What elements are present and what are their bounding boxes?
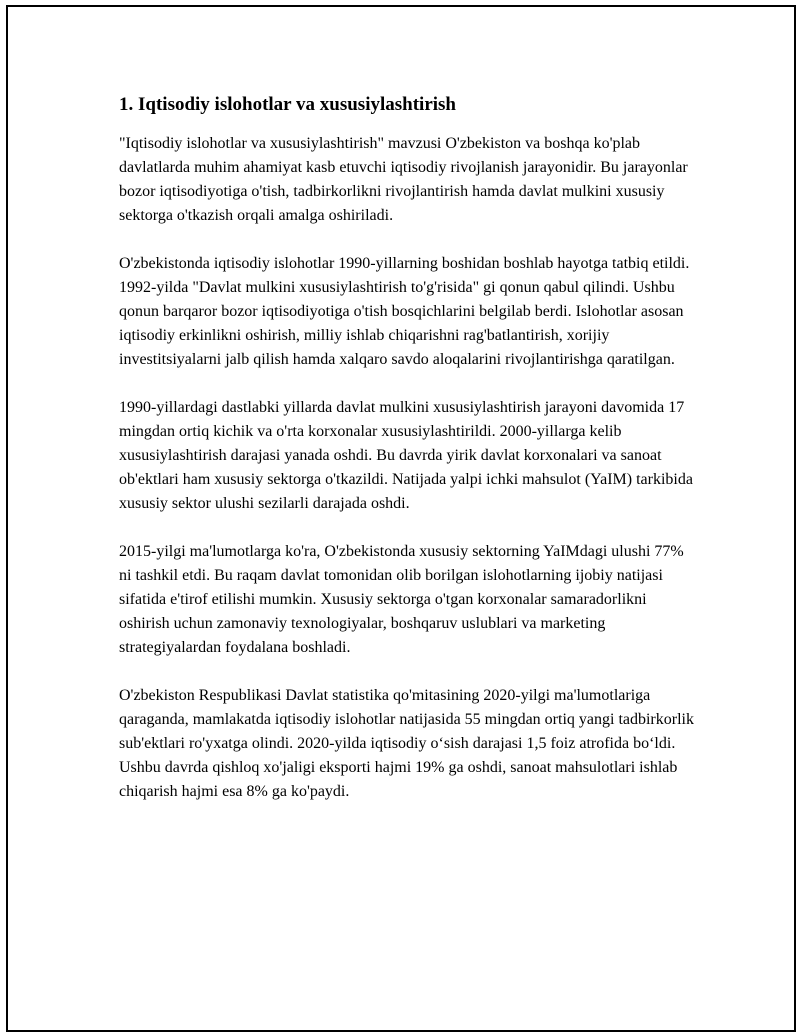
paragraph-reforms-1990s: O'zbekistonda iqtisodiy islohotlar 1990-yillarning boshidan boshlab hayotga tatbiq etildi. 1992-yilda "Davlat mulkini xususiylashtirish to'g'risida" gi qonun qabul qilindi. Ushbu qonun barqaror bozor iqtisodiyotiga o'tish bosqichlarini belgilab berdi. Islohotlar asosan iqtisodiy erkinlikni oshirish, milliy ishlab chiqarishni rag'batlantirish, xorijiy investitsiyalarni jalb qilish hamda xalqaro savdo aloqalarini rivojlantirishga qaratilgan. xyxy=(119,255,690,368)
paragraph-2020-statistics: O'zbekiston Respublikasi Davlat statistika qo'mitasining 2020-yilgi ma'lumotlariga qaraganda, mamlakatda iqtisodiy islohotlar natijasida 55 mingdan ortiq yangi tadbirkorlik sub'ektlari ro'yxatga olindi. 2020-yilda iqtisodiy o‘sish darajasi 1,5 foiz atrofida bo‘ldi. Ushbu davrda qishloq xo'jaligi eksporti hajmi 19% ga oshdi, sanoat mahsulotlari ishlab chiqarish hajmi esa 8% ga ko'paydi. xyxy=(119,687,694,800)
document-body xyxy=(119,92,699,804)
section-heading: 1. Iqtisodiy islohotlar va xususiylashtirish xyxy=(119,94,456,115)
document-page xyxy=(6,5,796,1032)
paragraph-2015-data: 2015-yilgi ma'lumotlarga ko'ra, O'zbekistonda xususiy sektorning YaIMdagi ulushi 77% ni tashkil etdi. Bu raqam davlat tomonidan olib borilgan islohotlarning ijobiy natijasi sifatida e'tirof etilishi mumkin. Xususiy sektorga o'tgan korxonalar samaradorlikni oshirish uchun zamonaviy texnologiyalar, boshqaruv uslublari va marketing strategiyalardan foydalana boshladi. xyxy=(119,543,684,656)
paragraph-intro: "Iqtisodiy islohotlar va xususiylashtirish" mavzusi O'zbekiston va boshqa ko'plab davlatlarda muhim ahamiyat kasb etuvchi iqtisodiy rivojlanish jarayonidir. Bu jarayonlar bozor iqtisodiyotiga o'tish, tadbirkorlikni rivojlantirish hamda davlat mulkini xususiy sektorga o'tkazish orqali amalga oshiriladi. xyxy=(119,135,688,224)
paragraph-privatization-progress: 1990-yillardagi dastlabki yillarda davlat mulkini xususiylashtirish jarayoni davomida 17 mingdan ortiq kichik va o'rta korxonalar xususiylashtirildi. 2000-yillarga kelib xususiylashtirish darajasi yanada oshdi. Bu davrda yirik davlat korxonalari va sanoat ob'ektlari ham xususiy sektorga o'tkazildi. Natijada yalpi ichki mahsulot (YaIM) tarkibida xususiy sektor ulushi sezilarli darajada oshdi. xyxy=(119,399,693,512)
